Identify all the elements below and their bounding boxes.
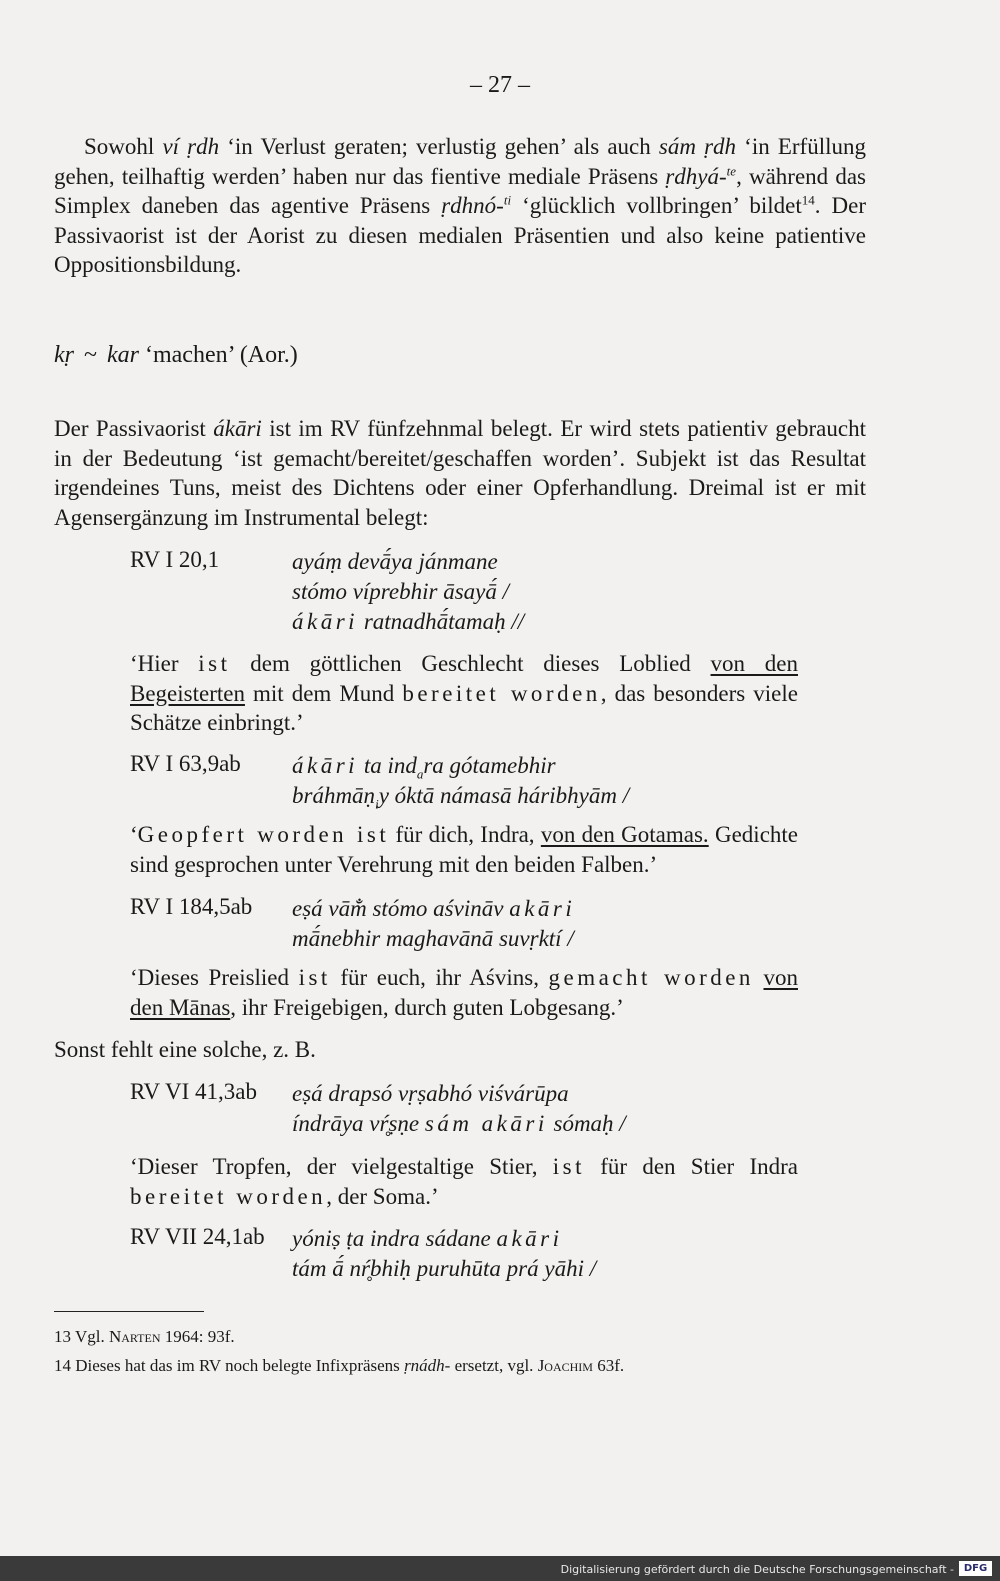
footnote-14: 14 Dieses hat das im RV noch belegte Infixpräsens ṛnádh- ersetzt, vgl. Joachim 63f. [54, 1356, 625, 1375]
verse-rv-6-41-3ab: eṣá drapsó vṛṣabhó viśvárūpa índrāya vŕ̥ṣṇe sám akāri sómaḥ / [292, 1081, 626, 1136]
translation-rv-1-63-9ab: ‘Geopfert worden ist für dich, Indra, von den Gotamas. Gedichte sind gesprochen unter Verehrung mit den beiden Falben.’ [130, 822, 799, 877]
footnote-13: 13 Vgl. Narten 1964: 93f. [54, 1327, 235, 1346]
translation-rv-1-20-1: ‘Hier ist dem göttlichen Geschlecht dieses Loblied von den Begeisterten mit dem Mund bereitet worden, das besonders viele Schätze einbringt.’ [130, 651, 798, 735]
paragraph-1: Sowohl ví ṛdh ‘in Verlust geraten; verlustig gehen’ als auch sám ṛdh ‘in Erfüllung gehen, teilhaftig werden’ haben nur das fientive mediale Präsens ṛdhyá-$^{te}$, während das Simplex daneben das agentive Präsens ṛdhnó-$^{ti}$ ‘glücklich vollbringen’ bildet$^{14}$. Der Passivaorist ist der Aorist zu diesen medialen Präsentien und also keine patientive Oppositionsbildung. [54, 134, 866, 277]
citation-rv-1-20-1: RV I 20,1 [130, 547, 220, 572]
citation-rv-1-184-5ab: RV I 184,5ab [130, 894, 253, 919]
verse-rv-7-24-1ab: yóniṣ ṭa indra sádane akāri tám ā́ nŕ̥bhiḥ puruhūta prá yāhi / [292, 1226, 597, 1281]
paragraph-2: Der Passivaorist ákāri ist im RV fünfzehnmal belegt. Er wird stets patientiv gebraucht in der Bedeutung ‘ist gemacht/bereitet/geschaffen worden’. Subjekt ist das Resultat irgendeines Tuns, meist des Dichtens oder einer Opferhandlung. Dreimal ist er mit Agensergänzung im Instrumental belegt: [54, 416, 866, 530]
citation-rv-1-63-9ab: RV I 63,9ab [130, 751, 241, 776]
dfg-logo: DFG [959, 1561, 992, 1576]
citation-rv-6-41-3ab: RV VI 41,3ab [130, 1079, 258, 1104]
translation-rv-1-184-5ab: ‘Dieses Preislied ist für euch, ihr Aśvins, gemacht worden von den Mānas, ihr Freigebigen, durch guten Lobgesang.’ [130, 965, 798, 1020]
footnote-rule [54, 1311, 204, 1312]
translation-rv-6-41-3ab: ‘Dieser Tropfen, der vielgestaltige Stier, ist für den Stier Indra bereitet worden, der Soma.’ [130, 1154, 798, 1209]
verse-rv-1-20-1: ayáṃ devā́ya jánmane stómo víprebhir āsayā́ / ákāri ratnadhā́tamaḥ // [292, 549, 525, 634]
verse-rv-1-184-5ab: eṣá vām̐ stómo aśvināv akāri mā́nebhir maghavānā suvṛktí / [292, 896, 576, 951]
footer-credit: Digitalisierung gefördert durch die Deutsche Forschungsgemeinschaft - [560, 1563, 954, 1576]
footnote-ref-14: 14 [801, 192, 815, 208]
section-heading: kṛ ~ kar ‘machen’ (Aor.) [54, 342, 298, 368]
page-number: – 27 – [470, 72, 530, 98]
sonst-line: Sonst fehlt eine solche, z. B. [54, 1037, 316, 1062]
verse-rv-1-63-9ab: ákāri ta ind$_a$ra gótamebhir bráhmāṇ$_i$y óktā námasā háribhyām / [292, 753, 630, 812]
citation-rv-7-24-1ab: RV VII 24,1ab [130, 1224, 265, 1249]
